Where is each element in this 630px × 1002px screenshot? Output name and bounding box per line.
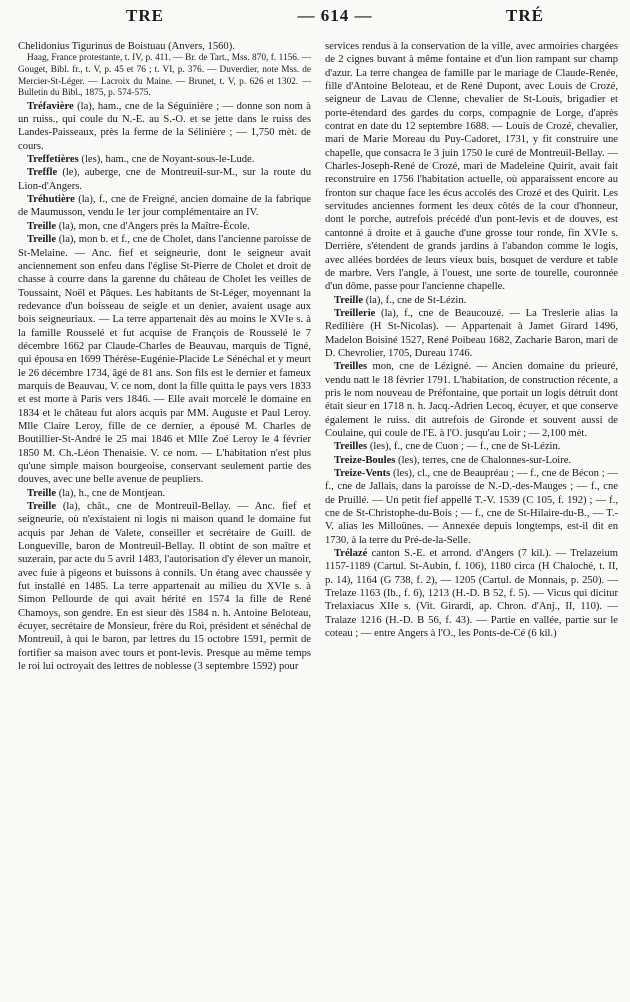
entry-headword: Treille [27,487,57,499]
entry-text: services rendus à la conservation de la ville, avec armoiries chargées de 2 cignes buvant à même fontaine et d'un lion rampant sur champ d'azur. La terre changea de famille par le mariage de Claude-Renée, fille d'Antoine Beloteau, et de René Dupont, avec Louis de Crozé, seigneur de Lavau de Clenne, chevalier de St-Louis, brigadier et porte-étendard des gardes du corps, compagnie de Lorge, d'après contrat en date du 12 septembre 1688. — Louis de Crozé, chevalier, mari de Marie Moreau du Puy-Cadoret, 1731, y fit construire une chapelle, que consacra le 3 juin 1750 le curé de Montreuil-Bellay. — Charles-Joseph-René de Crozé, mari de Madeleine Quirit, avait fait reconstruire en 1756 l'habitation actuelle, où apparaissent encore au fronton sur chaque face les écus accolés des Crozé et des Quirit. Les servitudes anciennes forment les deux côtés de la cour d'honneur, dont le porche, autrefois précédé d'un pont-levis et de douves, est cantonné à droite et à gauche d'une grosse tour ronde, fin XVIe s. Derrière, s'étendent de grands jardins à l'abandon comme le logis, avec allées bordées de leurs vieux buis, bosquet de verdure et table de marbre. Vers l'angle, à l'ouest, une sorte de tourelle, couronnée d'un dôme, passe pour l'ancienne chapelle. [325,41,618,293]
running-head [18,6,618,30]
entry-headword: Treffle [27,167,58,179]
entry-text: (les), cl., cne de Beaupréau ; — f., cne de Bécon ; — f., cne de Jallais, dans la paroisse de N.-D.-des-Mauges ; — f., cne de Pruillé. — Un petit fief appellé T.-V. 1539 (C 105, f. 192) ; — f., cne de St-Christophe-du-Bois ; — f., cne de St-Hilaire-du-B., — T.-V. alias les Milloünes. — Annexée depuis longtemps, est-il dit en 1730, à la terre du Pré-de-la-Selle. [325,468,618,546]
entry-headword: Treille [27,220,57,232]
entry-headword: Treilles [334,441,368,453]
entry-text: (les), ham., cne de Noyant-sous-le-Lude. [81,154,255,166]
entry [18,220,311,233]
entry-headword: Treille [27,234,57,246]
entry-text: (les), f., cne de Cuon ; — f., cne de St-Lézin. [369,441,561,453]
entry [325,40,618,294]
entry-text: (la), chât., cne de Montreuil-Bellay. — Anc. fief et seigneurie, où n'existaient ni logis ni maison quand le domaine fut acquis par Jehan de Valete, conseiller et secrétaire de Guill. de Longueville, baron de Montreuil-Bellay. Il obtint de son maître et suzerain, par acte du 5 avril 1483, l'autorisation d'y élever un manoir, avec fuie à pigeons et buissons à connils. Un étang avec chaussée y fut installé en 1485. La terre appartenait au milieu du XVIe s. à Simon Pellourde de qui avait hérité en 1574 la fille de René Chamoys, son gendre. En est sieur dès 1584 n. h. Antoine Beloteau, écuyer, secrétaire de Monsieur, frère du Roi, président et sénéchal de Montreuil, à qui le baron, par lettres du 15 octobre 1591, permit de fortifier sa maison avec tours et pont-levis. Presque au même temps le roi lui octroyait des lettres de noblesse (3 septembre 1592) pour [18,501,311,673]
entry-text: (la), f., cne de St-Lézin. [365,294,467,306]
entry [325,360,618,440]
entry [325,547,618,640]
entry-text: Chelidonius Tigurinus de Boistuau (Anvers, 1560). [18,41,235,52]
entry-headword: Treffetières [27,154,79,166]
entry [18,233,311,487]
entry [18,153,311,166]
entry-text: (la), f., cne de Freigné, ancien domaine de la fabrique de Maumusson, vendu le 1er jour complémentaire an IV. [18,194,311,219]
page-number: — 614 — [297,6,373,25]
entry-text: Haag, France protestante, t. IV, p. 411. — Br. de Tart., Mss. 870, f. 1156. — Gouget, Bibl. fr., t. V, p. 45 et 76 ; t. VI, p. 376. — Duverdier, note Mss. de Mercier-St-Léger. — Lacroix du Maine. — Brunet, t. V, p. 626 et 1302. — Bulletin du Bibl., 1875, p. 574-575. [18,53,311,99]
entry-headword: Treille [334,294,364,306]
entry [18,487,311,500]
entry-text: (les), terres, cne de Chalonnes-sur-Loire. [398,454,572,466]
entry-text: (la), h., cne de Montjean. [58,487,166,499]
right-column [325,40,618,998]
entry [18,100,311,153]
entry [325,454,618,467]
entry-headword: Treille [27,501,57,513]
entry [18,193,311,220]
entry-text: (la), mon, cne d'Angers près la Maître-École. [58,220,250,232]
running-head-right: TRÉ [506,6,544,25]
entry [325,294,618,307]
running-head-left: TRE [126,6,164,25]
entry [325,467,618,547]
entry [18,53,311,99]
entry-headword: Treilles [334,361,368,373]
entry-headword: Tréhutière [27,194,75,206]
entry [18,500,311,673]
left-column [18,40,311,998]
entry [18,166,311,193]
entry-text: (le), auberge, cne de Montreuil-sur-M., sur la route du Lion-d'Angers. [18,167,311,192]
entry-headword: Treillerie [334,307,376,319]
text-columns [18,40,618,998]
entry-text: (la), f., cne de Beaucouzé. — La Treslerie alias la Redilière (H St-Nicolas). — Appartenait à Jamet Girard 1496, Madelon Boisiné 1527, René Poibeau 1682, Zacharie Baron, mari de D. Chevrolier, 1705, Dureau 1746. [325,307,618,359]
entry-text: canton S.-E. et arrond. d'Angers (7 kil.). — Trelazeium 1157-1189 (Cartul. St-Aubin, f. 106), 1180 circa (H Chaloché, t. II, p. 14), 1164 (G 738, f. 2), — 1205 (Cartul. de Monnais, p. 250). — Trelaze 1163 (Ib., f. 6), 1213 (H.-D. B 52, f. 5). — Vicus qui dicitur Trelaxiacus XIIe s. (Vit. Girardi, ap. Chron. d'Anj., II, 110). — Tralaze 1216 (H.-D. B 56, f. 43). — Partie en vallée, partie sur le coteau ; — entre Angers à l'O., les Ponts-de-Cé (6 kil.) [325,548,618,640]
entry-text: mon, cne de Lézigné. — Ancien domaine du prieuré, vendu natt le 18 février 1791. L'habitation, de construction récente, a pris le nom nouveau de Préfontaine, que portait un logis détruit dont était sieur en 1718 n. h. Jacq.-Adrien Lecoq, écuyer, et que conserve également le ruiss. dit autrefois de Gironde et souvent aussi de Coulaine, qui coule de l'E. à l'O. jusqu'au Loir ; — 2,100 mèt. [325,361,618,439]
entry-text: (la), ham., cne de la Séguinière ; — donne son nom à un ruiss., qui coule du N.-E. au S.-O. et se jette dans le ruiss des Landes-Paisseaux, près la ferme de la Sélinière ; — 1,750 mèt. de cours. [18,100,311,152]
entry-text: (la), mon b. et f., cne de Cholet, dans l'ancienne paroisse de St-Melaine. — Anc. fief et seigneurie, dont le seigneur avait anciennement son enfeu dans l'église St-Pierre de Cholet et droit de chasse à courre dans la garenne du château de Cholet les veilles de Toussaint, Noël et Pâques. Les habitants de St-Léger, moyennant la redevance d'un boisseau de seigle et un denier, avaient usage aux bois seigneuriaux. — La terre appartenait dès au moins le XVIe s. à la famille Rousselé et fut acquise de François de Rousselé le 7 décembre 1662 par Claude-Charles de Beauvau, marquis de Tigné, qui épousa en 1699 Thérèse-Eugénie-Placide Le Sénéchal et y meurt le 26 décembre 1734, âgé de 81 ans. Son fils est le dernier et fameux marquis de Beauvau, V. ce nom, dont la fille quitta le pays vers 1833 et est morte à Paris vers 1846. — Elle avait morcelé le domaine en 1834 et le château fut alors acquis par MM. Auguste et Paul Leroy. Mlle Claire Leroy, fille de ce dernier, a épousé M. Charles de Boutillier-St-André le 25 mai 1846 et Mlle Zoé Leroy le 4 février 1850 M. Ch.-Léon Thenaisie. V. ce nom. — L'habitation n'est plus qu'une simple maison bourgeoise, conservant seulement partie des douves, avec une belle avenue de peupliers. [18,234,311,486]
entry-headword: Tréfavière [27,100,74,112]
entry-headword: Trélazé [334,548,368,560]
entry-headword: Treize-Vents [334,468,391,479]
entry [325,440,618,453]
entry-headword: Treize-Boules [334,454,396,466]
entry [325,307,618,360]
entry [18,40,311,53]
